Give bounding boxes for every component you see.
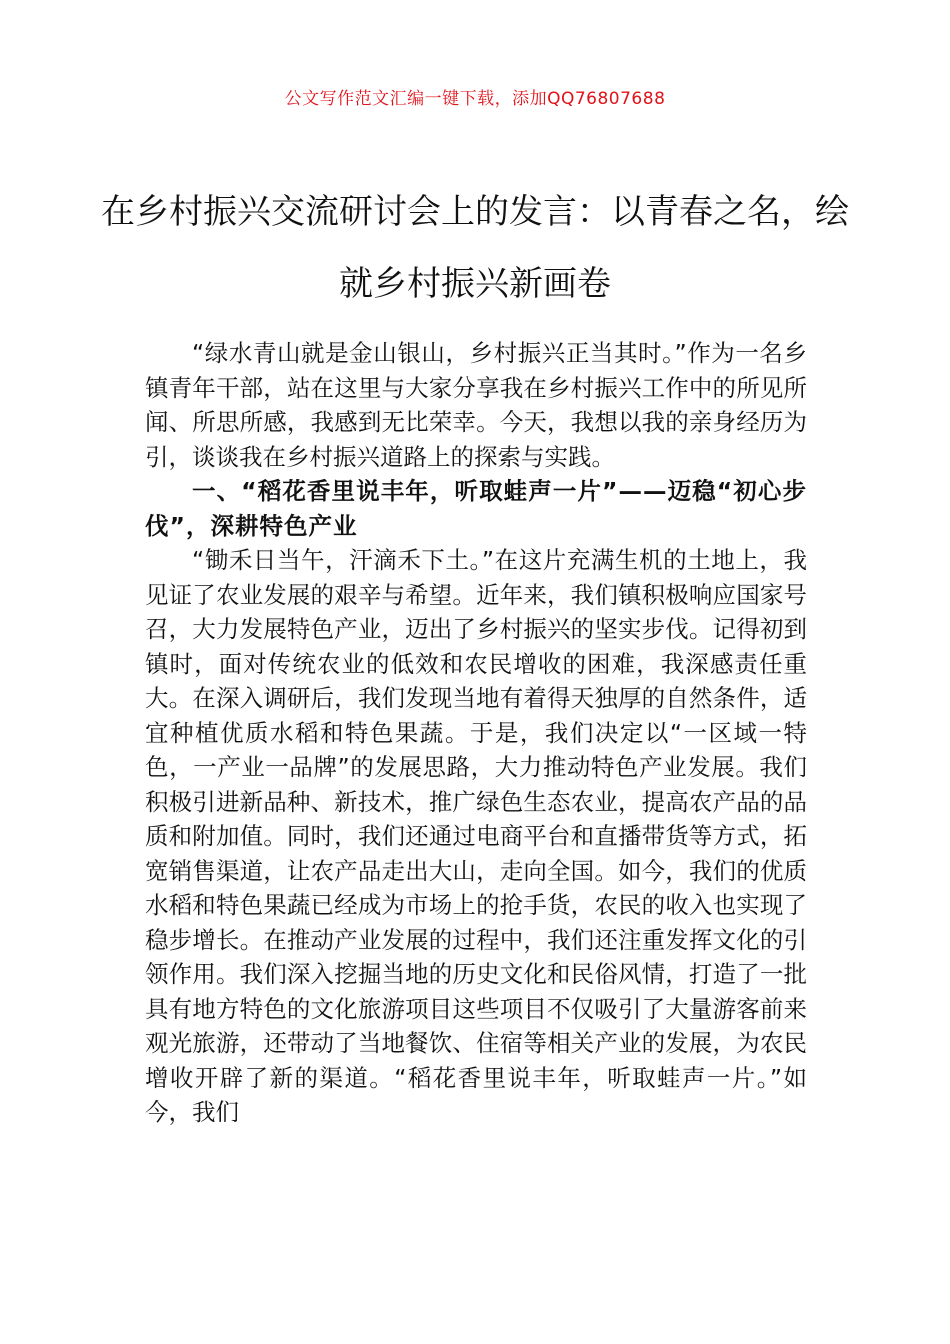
section-heading-1: 一、“稻花香里说丰年，听取蛙声一片”——迈稳“初心步伐”，深耕特色产业 [145, 477, 807, 540]
document-title: 在乡村振兴交流研讨会上的发言：以青春之名，绘就乡村振兴新画卷 [101, 192, 849, 304]
paragraph-intro: “绿水青山就是金山银山，乡村振兴正当其时。”作为一名乡镇青年干部，站在这里与大家分享我在乡村振兴工作中的所见所闻、所思所感，我感到无比荣幸。今天，我想以我的亲身经历为引，谈谈我在乡村振兴道路上的探索与实践。 [145, 339, 807, 471]
promo-header: 公文写作范文汇编一键下载，添加QQ76807688 [284, 89, 666, 109]
document-body [145, 336, 807, 1130]
paragraph-section-1: “锄禾日当午，汗滴禾下土。”在这片充满生机的土地上，我见证了农业发展的艰辛与希望。近年来，我们镇积极响应国家号召，大力发展特色产业，迈出了乡村振兴的坚实步伐。记得初到镇时，面对传统农业的低效和农民增收的困难，我深感责任重大。在深入调研后，我们发现当地有着得天独厚的自然条件，适宜种植优质水稻和特色果蔬。于是，我们决定以“一区域一特色，一产业一品牌”的发展思路，大力推动特色产业发展。我们积极引进新品种、新技术，推广绿色生态农业，提高农产品的品质和附加值。同时，我们还通过电商平台和直播带货等方式，拓宽销售渠道，让农产品走出大山，走向全国。如今，我们的优质水稻和特色果蔬已经成为市场上的抢手货，农民的收入也实现了稳步增长。在推动产业发展的过程中，我们还注重发挥文化的引领作用。我们深入挖掘当地的历史文化和民俗风情，打造了一批具有地方特色的文化旅游项目这些项目不仅吸引了大量游客前来观光旅游，还带动了当地餐饮、住宿等相关产业的发展，为农民增收开辟了新的渠道。“稻花香里说丰年，听取蛙声一片。”如今，我们 [145, 546, 807, 1126]
